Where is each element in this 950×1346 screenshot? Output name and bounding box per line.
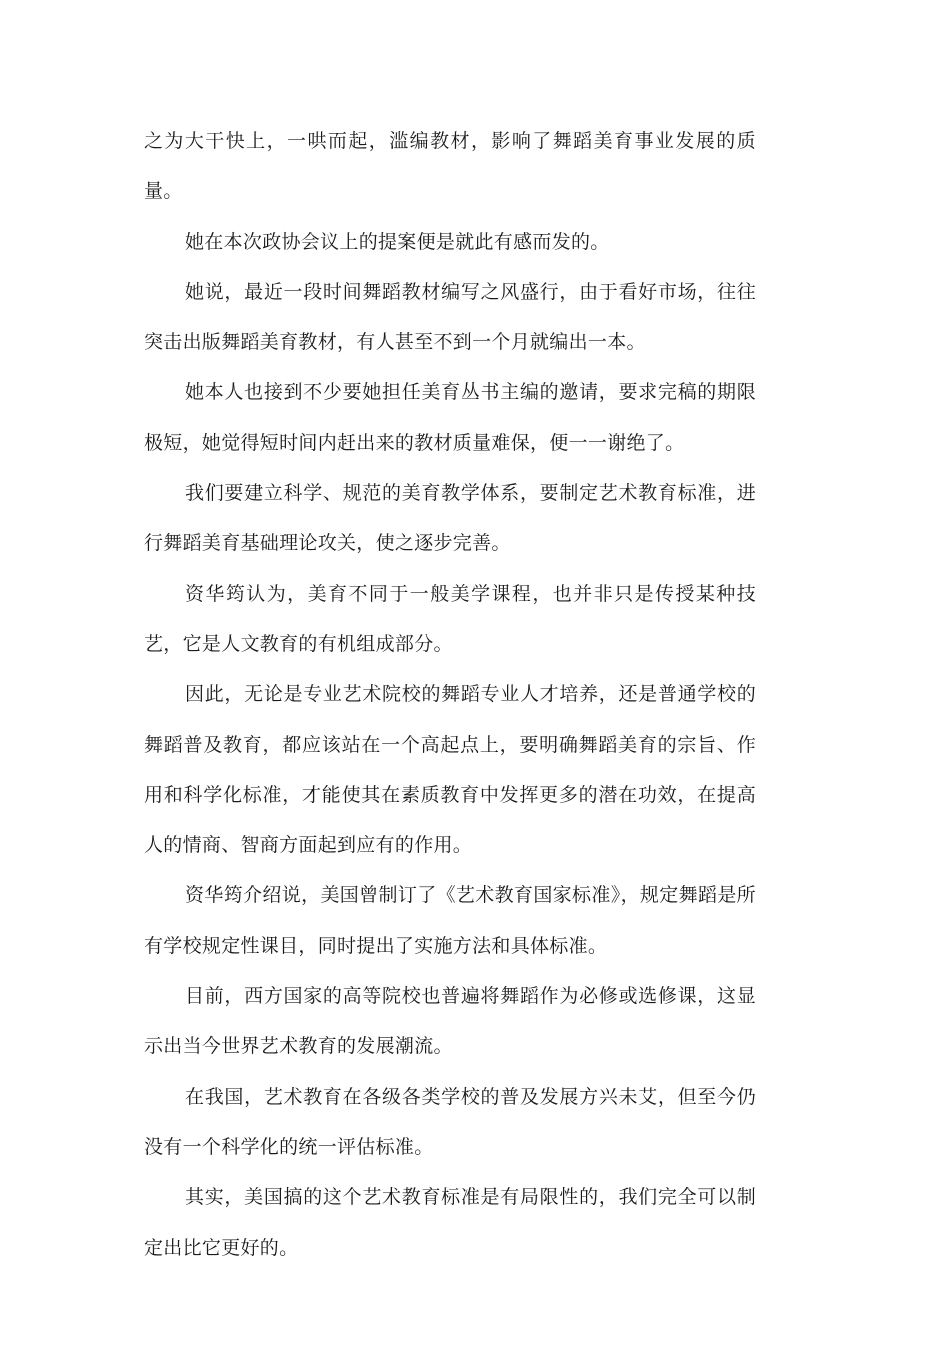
paragraph-8: 资华筠介绍说，美国曾制订了《艺术教育国家标准》，规定舞蹈是所有学校规定性课目，同时提出了实施方法和具体标准。	[144, 884, 756, 957]
paragraph-5: 我们要建立科学、规范的美育教学体系，要制定艺术教育标准，进行舞蹈美育基础理论攻关，使之逐步完善。	[144, 482, 756, 555]
paragraph-11: 其实，美国搞的这个艺术教育标准是有局限性的，我们完全可以制定出比它更好的。	[144, 1186, 756, 1259]
paragraph-7: 因此，无论是专业艺术院校的舞蹈专业人才培养，还是普通学校的舞蹈普及教育，都应该站在一个高起点上，要明确舞蹈美育的宗旨、作用和科学化标准，才能使其在素质教育中发挥更多的潜在功效，在提高人的情商、智商方面起到应有的作用。	[144, 683, 756, 857]
paragraph-4: 她本人也接到不少要她担任美育丛书主编的邀请，要求完稿的期限极短，她觉得短时间内赶出来的教材质量难保，便一一谢绝了。	[144, 381, 756, 454]
paragraph-1: 之为大干快上，一哄而起，滥编教材，影响了舞蹈美育事业发展的质量。	[144, 130, 756, 203]
paragraph-6: 资华筠认为，美育不同于一般美学课程，也并非只是传授某种技艺，它是人文教育的有机组成部分。	[144, 582, 756, 655]
paragraph-2: 她在本次政协会议上的提案便是就此有感而发的。	[185, 230, 610, 253]
document-body	[144, 116, 756, 1273]
paragraph-3: 她说，最近一段时间舞蹈教材编写之风盛行，由于看好市场，往往突击出版舞蹈美育教材，有人甚至不到一个月就编出一本。	[144, 280, 756, 354]
paragraph-9: 目前，西方国家的高等院校也普遍将舞蹈作为必修或选修课，这显示出当今世界艺术教育的发展潮流。	[144, 985, 756, 1058]
paragraph-10: 在我国，艺术教育在各级各类学校的普及发展方兴未艾，但至今仍没有一个科学化的统一评估标准。	[144, 1085, 756, 1158]
